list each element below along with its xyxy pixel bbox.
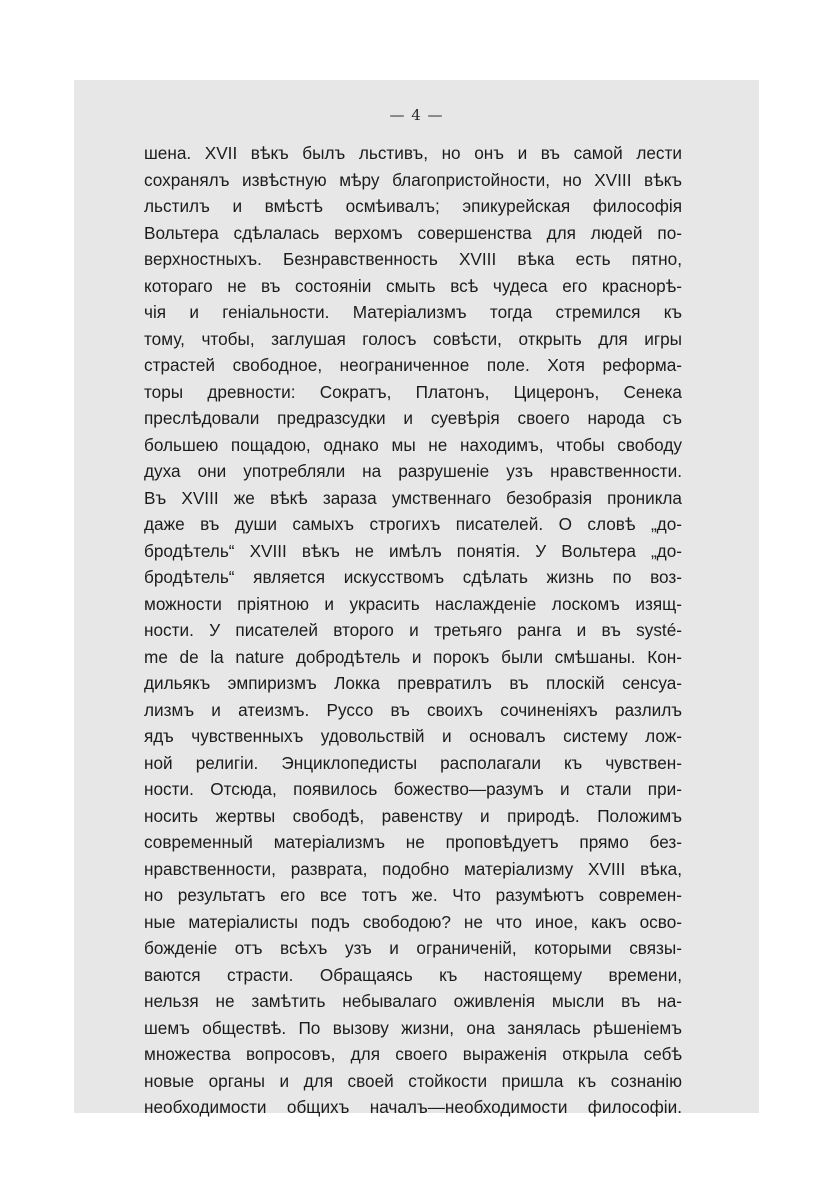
text-line: котораго не въ состояніи смыть всѣ чудеса его краснорѣ- (144, 275, 682, 296)
text-line: но результатъ его все тотъ же. Что разумѣютъ современ- (144, 885, 682, 905)
text-line: множества вопросовъ, для своего выраженія открыла себѣ (144, 1044, 682, 1064)
text-line: лизмъ и атеизмъ. Руссо въ своихъ сочиненіяхъ разлилъ (144, 699, 682, 720)
body-text (144, 140, 682, 1121)
text-line: me de la nature добродѣтель и порокъ были смѣшаны. Кон- (144, 646, 682, 667)
text-line: шена. XVII вѣкъ былъ льстивъ, но онъ и въ самой лести (144, 143, 682, 163)
text-line: нравственности, разврата, подобно матеріализму XVIII вѣка, (144, 858, 682, 879)
text-line: шемъ обществѣ. По вызову жизни, она занялась рѣшеніемъ (144, 1017, 682, 1038)
text-line: современный матеріализмъ не проповѣдуетъ прямо без- (144, 832, 682, 852)
text-line: льстилъ и вмѣстѣ осмѣивалъ; эпикурейская философія (144, 196, 682, 216)
text-line: можности пріятною и украсить наслажденіе лоскомъ изящ- (144, 593, 682, 614)
text-line: бродѣтель“ является искусствомъ сдѣлать жизнь по воз- (144, 567, 682, 587)
text-line: чія и геніальности. Матеріализмъ тогда стремился къ (144, 302, 682, 322)
text-line: верхностныхъ. Безнравственность XVIII вѣка есть пятно, (144, 249, 682, 269)
text-line: носить жертвы свободѣ, равенству и природѣ. Положимъ (144, 805, 682, 826)
text-line: дильякъ эмпиризмъ Локка превратилъ въ плоскій сенсуа- (144, 673, 682, 693)
text-line: ности. Отсюда, появилось божество—разумъ и стали при- (144, 779, 682, 799)
text-line: бродѣтель“ XVIII вѣкъ не имѣлъ понятія. У Вольтера „до- (144, 540, 682, 561)
text-line: страстей свободное, неограниченное поле. Хотя реформа- (144, 355, 682, 375)
page-number: — 4 — (389, 106, 444, 124)
text-line: даже въ души самыхъ строгихъ писателей. О словѣ „до- (144, 514, 682, 534)
text-line: духа они употребляли на разрушеніе узъ нравственности. (144, 461, 682, 481)
text-line: преслѣдовали предразсудки и суевѣрія своего народа съ (144, 408, 682, 428)
text-line: Въ XVIII же вѣкѣ зараза умственнаго безобразія проникла (144, 487, 682, 508)
text-line: нельзя не замѣтить небывалаго оживленія мысли въ на- (144, 991, 682, 1011)
text-line: сохранялъ извѣстную мѣру благопристойности, но XVIII вѣкъ (144, 169, 682, 190)
text-line: ядъ чувственныхъ удовольствій и основалъ систему лож- (144, 726, 682, 746)
text-line: ваются страсти. Обращаясь къ настоящему времени, (144, 964, 682, 985)
scanned-page (74, 80, 759, 1117)
text-line: ные матеріалисты подъ свободою? не что иное, какъ осво- (144, 911, 682, 932)
text-line: новые органы и для своей стойкости пришла къ сознанію (144, 1070, 682, 1091)
text-line: божденіе отъ всѣхъ узъ и ограниченій, которыми связы- (144, 938, 682, 958)
text-line: ной религіи. Энциклопедисты располагали къ чувствен- (144, 752, 682, 773)
text-line: необходимости общихъ началъ—необходимости философіи. (144, 1097, 682, 1117)
text-line: Вольтера сдѣлалась верхомъ совершенства для людей по- (144, 222, 682, 243)
text-line: торы древности: Сократъ, Платонъ, Цицеронъ, Сенека (144, 381, 682, 402)
text-line: тому, чтобы, заглушая голосъ совѣсти, открыть для игры (144, 328, 682, 349)
text-line: ности. У писателей второго и третьяго ранга и въ systé- (144, 620, 682, 640)
text-line: большею пощадою, однако мы не находимъ, чтобы свободу (144, 434, 682, 455)
